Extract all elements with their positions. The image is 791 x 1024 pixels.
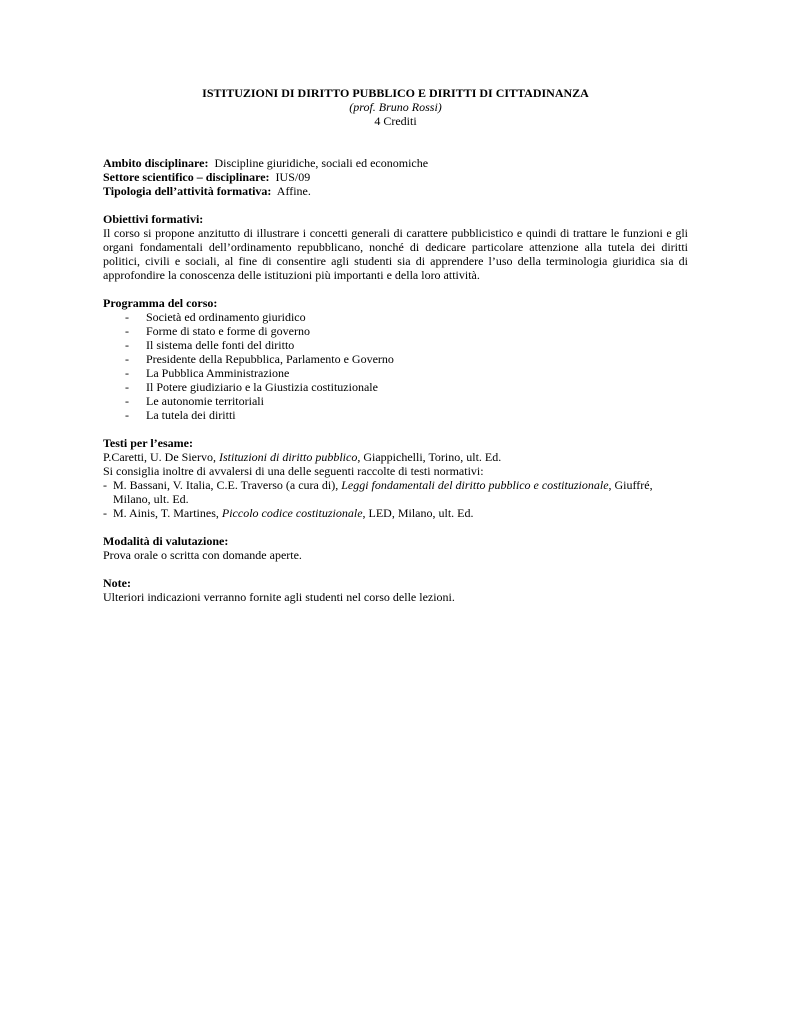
reference-authors: M. Bassani, V. Italia, C.E. Traverso (a cura di), [113,478,342,492]
obiettivi-text: Il corso si propone anzitutto di illustrare i concetti generali di carattere pubblicistico e quindi di trattare le funzioni e gli organi fondamentali dell’ordinamento repubblicano, nonché di dedicare particolare attenzione alla tutela dei diritti politici, civili e sociali, al fine di consentire agli studenti sia di apprendere l’uso della terminologia giuridica sia di approfondire la conoscenza delle istituzioni più importanti e della loro attività. [103,226,688,282]
reference-dash: - [103,478,107,492]
reference-item [103,478,688,506]
list-dash: - [125,366,129,380]
list-dash: - [125,380,129,394]
section-testi [103,436,688,520]
section-obiettivi [103,212,688,282]
professor-name: (prof. Bruno Rossi) [349,100,442,114]
field-label: Tipologia dell’attività formativa: [103,184,272,198]
section-valutazione [103,534,688,562]
list-dash: - [125,338,129,352]
field-value: Affine. [276,184,311,198]
reference-title: Leggi fondamentali del diritto pubblico e costituzionale [341,478,609,492]
note-text: Ulteriori indicazioni verranno fornite agli studenti nel corso delle lezioni. [103,590,455,604]
field-label: Settore scientifico – disciplinare: [103,170,270,184]
advice-text: Si consiglia inoltre di avvalersi di una delle seguenti raccolte di testi normativi: [103,464,484,478]
list-item [103,380,688,394]
list-item-text: La Pubblica Amministrazione [146,366,290,380]
section-title: Note: [103,576,131,590]
section-title: Testi per l’esame: [103,436,193,450]
reference-item [103,506,688,520]
list-item-text: La tutela dei diritti [146,408,236,422]
field-value: IUS/09 [275,170,311,184]
valutazione-text: Prova orale o scritta con domande aperte. [103,548,302,562]
list-dash: - [125,310,129,324]
section-note [103,576,688,604]
list-item-text: Forme di stato e forme di governo [146,324,310,338]
list-item [103,324,688,338]
reference-authors: M. Ainis, T. Martines, [113,506,222,520]
reference-title: Piccolo codice costituzionale [221,506,363,520]
reference-details: , Giuffré, Milano, ult. Ed. [113,478,653,506]
field-ambito [103,156,688,170]
list-dash: - [125,324,129,338]
credits: 4 Crediti [374,114,417,128]
document-page [103,86,688,604]
reference-details: , LED, Milano, ult. Ed. [362,506,474,520]
section-title: Modalità di valutazione: [103,534,229,548]
field-tipologia [103,184,688,198]
reference-dash: - [103,506,107,520]
list-dash: - [125,394,129,408]
list-item-text: Il sistema delle fonti del diritto [146,338,295,352]
field-settore [103,170,688,184]
main-textbook-authors: P.Caretti, U. De Siervo, [103,450,219,464]
programma-list [103,310,688,422]
list-dash: - [125,408,129,422]
list-item [103,352,688,366]
main-textbook-title: Istituzioni di diritto pubblico [219,450,358,464]
list-dash: - [125,352,129,366]
course-info [103,156,688,198]
section-title: Obiettivi formativi: [103,212,204,226]
list-item [103,408,688,422]
section-title: Programma del corso: [103,296,218,310]
list-item [103,310,688,324]
list-item-text: Le autonomie territoriali [146,394,264,408]
course-title: ISTITUZIONI DI DIRITTO PUBBLICO E DIRITTI DI CITTADINANZA [202,86,589,100]
field-value: Discipline giuridiche, sociali ed economiche [214,156,429,170]
list-item-text: Presidente della Repubblica, Parlamento e Governo [146,352,394,366]
list-item-text: Società ed ordinamento giuridico [146,310,306,324]
list-item [103,366,688,380]
list-item [103,394,688,408]
list-item-text: Il Potere giudiziario e la Giustizia costituzionale [146,380,378,394]
main-textbook-details: , Giappichelli, Torino, ult. Ed. [357,450,502,464]
main-textbook [103,450,688,464]
section-programma [103,296,688,422]
field-label: Ambito disciplinare: [103,156,209,170]
list-item [103,338,688,352]
